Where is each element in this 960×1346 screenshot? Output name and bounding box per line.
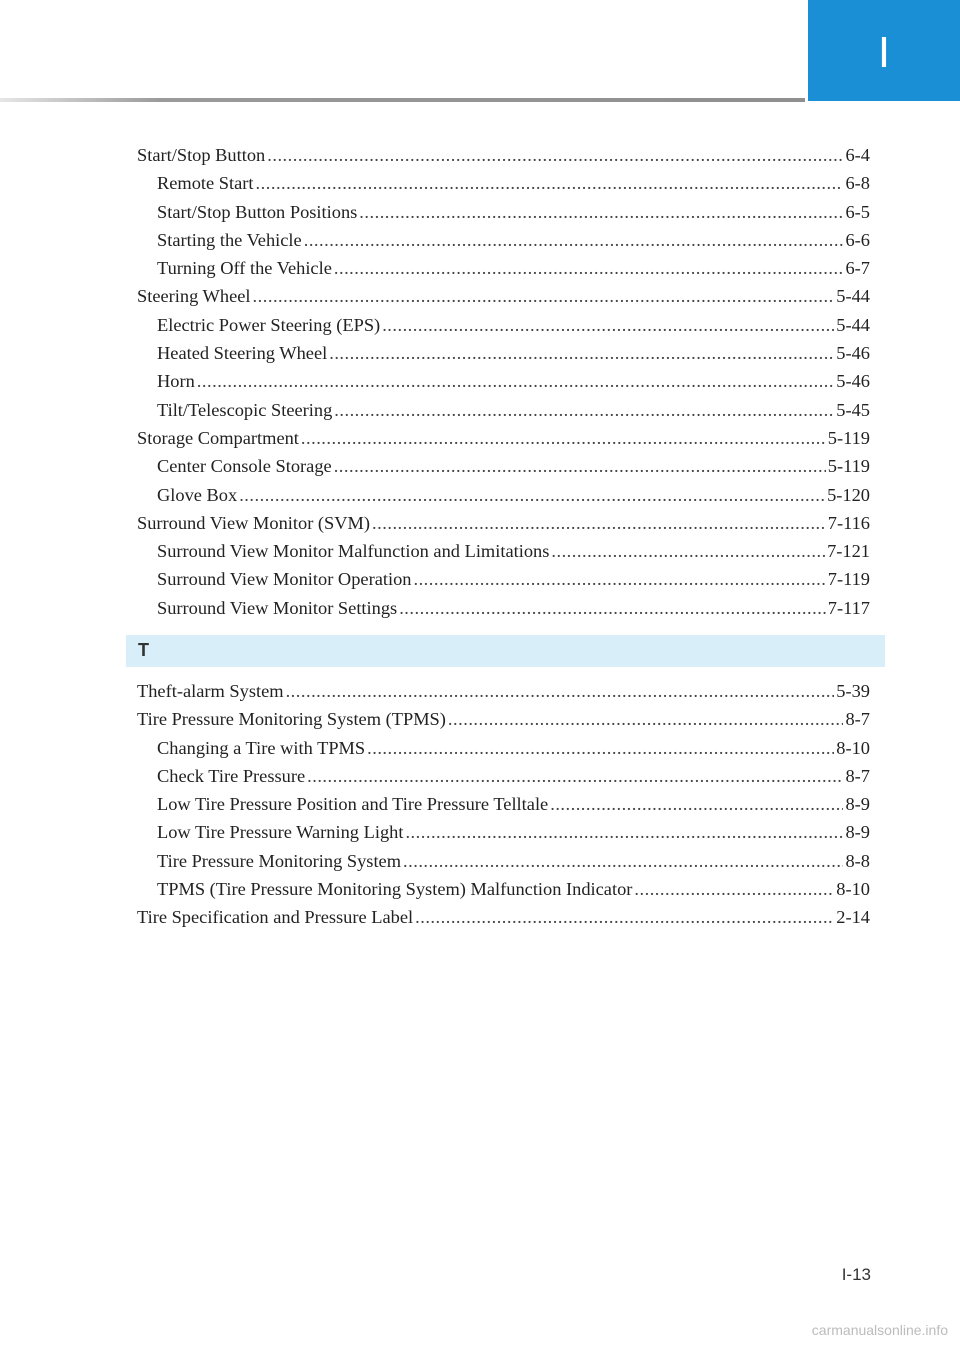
letter-heading-t	[126, 635, 885, 667]
entry-page-ref: 5-44	[836, 314, 870, 335]
entry-label: Glove Box	[157, 484, 238, 505]
watermark: carmanualsonline.info	[811, 1322, 948, 1338]
dot-leader	[304, 226, 844, 254]
index-entry	[137, 705, 870, 733]
entry-label: Check Tire Pressure	[157, 765, 306, 786]
entry-label: Center Console Storage	[157, 456, 332, 477]
index-subentry	[137, 875, 870, 903]
index-subentry	[137, 452, 870, 480]
dot-leader	[253, 282, 835, 310]
entry-label: Low Tire Pressure Position and Tire Pressure Telltale	[157, 794, 549, 815]
index-subentry	[137, 226, 870, 254]
entry-label: Steering Wheel	[137, 286, 251, 307]
index-subentry	[137, 847, 870, 875]
index-subentry	[137, 339, 870, 367]
entry-page-ref: 5-119	[827, 456, 870, 477]
dot-leader	[359, 198, 843, 226]
entry-page-ref: 7-119	[827, 569, 870, 590]
entry-page-ref: 8-10	[836, 879, 870, 900]
index-subentry	[137, 481, 870, 509]
entry-page-ref: 6-6	[845, 229, 870, 250]
index-entry	[137, 903, 870, 931]
dot-leader	[399, 594, 826, 622]
entry-label: Tire Pressure Monitoring System	[157, 850, 402, 871]
dot-leader	[372, 509, 826, 537]
index-subentry	[137, 565, 870, 593]
entry-page-ref: 6-4	[845, 145, 870, 165]
index-subentry	[137, 169, 870, 197]
index-subentry	[137, 396, 870, 424]
entry-label: Surround View Monitor Settings	[157, 597, 398, 618]
entry-label: Tire Specification and Pressure Label	[137, 907, 414, 928]
index-subentry	[137, 734, 870, 762]
entry-page-ref: 8-9	[845, 822, 870, 843]
header-rule	[0, 98, 805, 102]
index-subentry	[137, 818, 870, 846]
entry-page-ref: 5-44	[836, 286, 870, 307]
entry-page-ref: 7-121	[827, 541, 870, 562]
index-subentry	[137, 790, 870, 818]
section-tab	[808, 0, 960, 101]
entry-page-ref: 6-8	[845, 173, 870, 194]
dot-leader	[415, 903, 834, 931]
entry-label: Changing a Tire with TPMS	[157, 737, 366, 758]
index-subentry	[137, 367, 870, 395]
entry-page-ref: 5-46	[836, 371, 870, 392]
dot-leader	[334, 452, 826, 480]
entry-page-ref: 5-120	[827, 484, 870, 505]
dot-leader	[550, 790, 843, 818]
dot-leader	[405, 818, 843, 846]
entry-page-ref: 7-116	[827, 512, 870, 533]
entry-label: Tire Pressure Monitoring System (TPMS)	[137, 709, 446, 730]
entry-page-ref: 5-45	[836, 399, 870, 420]
dot-leader	[256, 169, 844, 197]
dot-leader	[329, 339, 834, 367]
entry-label: Tilt/Telescopic Steering	[157, 399, 333, 420]
entry-label: TPMS (Tire Pressure Monitoring System) Malfunction Indicator	[157, 879, 633, 900]
index-subentry	[137, 254, 870, 282]
letter-heading-label: T	[138, 640, 149, 660]
index-list-t	[137, 677, 870, 932]
dot-leader	[403, 847, 843, 875]
page-number: I-13	[841, 1265, 871, 1284]
entry-page-ref: 8-8	[845, 850, 870, 871]
dot-leader	[239, 481, 825, 509]
index-subentry	[137, 311, 870, 339]
index-subentry	[137, 198, 870, 226]
index-subentry	[137, 762, 870, 790]
entry-page-ref: 8-7	[845, 709, 870, 730]
dot-leader	[413, 565, 825, 593]
dot-leader	[334, 254, 844, 282]
entry-label: Storage Compartment	[137, 427, 299, 448]
entry-label: Heated Steering Wheel	[157, 343, 328, 364]
entry-label: Electric Power Steering (EPS)	[157, 314, 381, 335]
dot-leader	[286, 677, 835, 705]
entry-label: Surround View Monitor Malfunction and Limitations	[157, 541, 550, 562]
entry-page-ref: 2-14	[836, 907, 870, 928]
index-entry	[137, 424, 870, 452]
entry-page-ref: 8-10	[836, 737, 870, 758]
entry-page-ref: 7-117	[827, 597, 870, 618]
entry-page-ref: 5-46	[836, 343, 870, 364]
entry-page-ref: 5-39	[836, 681, 870, 701]
index-entry	[137, 141, 870, 169]
entry-page-ref: 6-5	[845, 201, 870, 222]
entry-label: Theft-alarm System	[137, 681, 284, 701]
index-entry	[137, 677, 870, 705]
entry-label: Surround View Monitor Operation	[157, 569, 412, 590]
entry-page-ref: 5-119	[827, 427, 870, 448]
index-entry	[137, 282, 870, 310]
entry-page-ref: 6-7	[845, 258, 870, 279]
dot-leader	[301, 424, 826, 452]
entry-label: Start/Stop Button	[137, 145, 266, 165]
entry-label: Starting the Vehicle	[157, 229, 302, 250]
dot-leader	[307, 762, 843, 790]
entry-page-ref: 8-7	[845, 765, 870, 786]
dot-leader	[267, 141, 843, 169]
entry-page-ref: 8-9	[845, 794, 870, 815]
dot-leader	[334, 396, 834, 424]
dot-leader	[551, 537, 825, 565]
dot-leader	[197, 367, 834, 395]
entry-label: Remote Start	[157, 173, 254, 194]
entry-label: Start/Stop Button Positions	[157, 201, 358, 222]
index-entry	[137, 509, 870, 537]
entry-label: Horn	[157, 371, 195, 392]
entry-label: Turning Off the Vehicle	[157, 258, 332, 279]
entry-label: Surround View Monitor (SVM)	[137, 512, 371, 533]
dot-leader	[367, 734, 834, 762]
index-subentry	[137, 594, 870, 622]
section-letter: I	[877, 27, 891, 77]
index-list-s	[137, 141, 870, 622]
dot-leader	[448, 705, 844, 733]
dot-leader	[634, 875, 834, 903]
index-subentry	[137, 537, 870, 565]
dot-leader	[382, 311, 834, 339]
entry-label: Low Tire Pressure Warning Light	[157, 822, 404, 843]
